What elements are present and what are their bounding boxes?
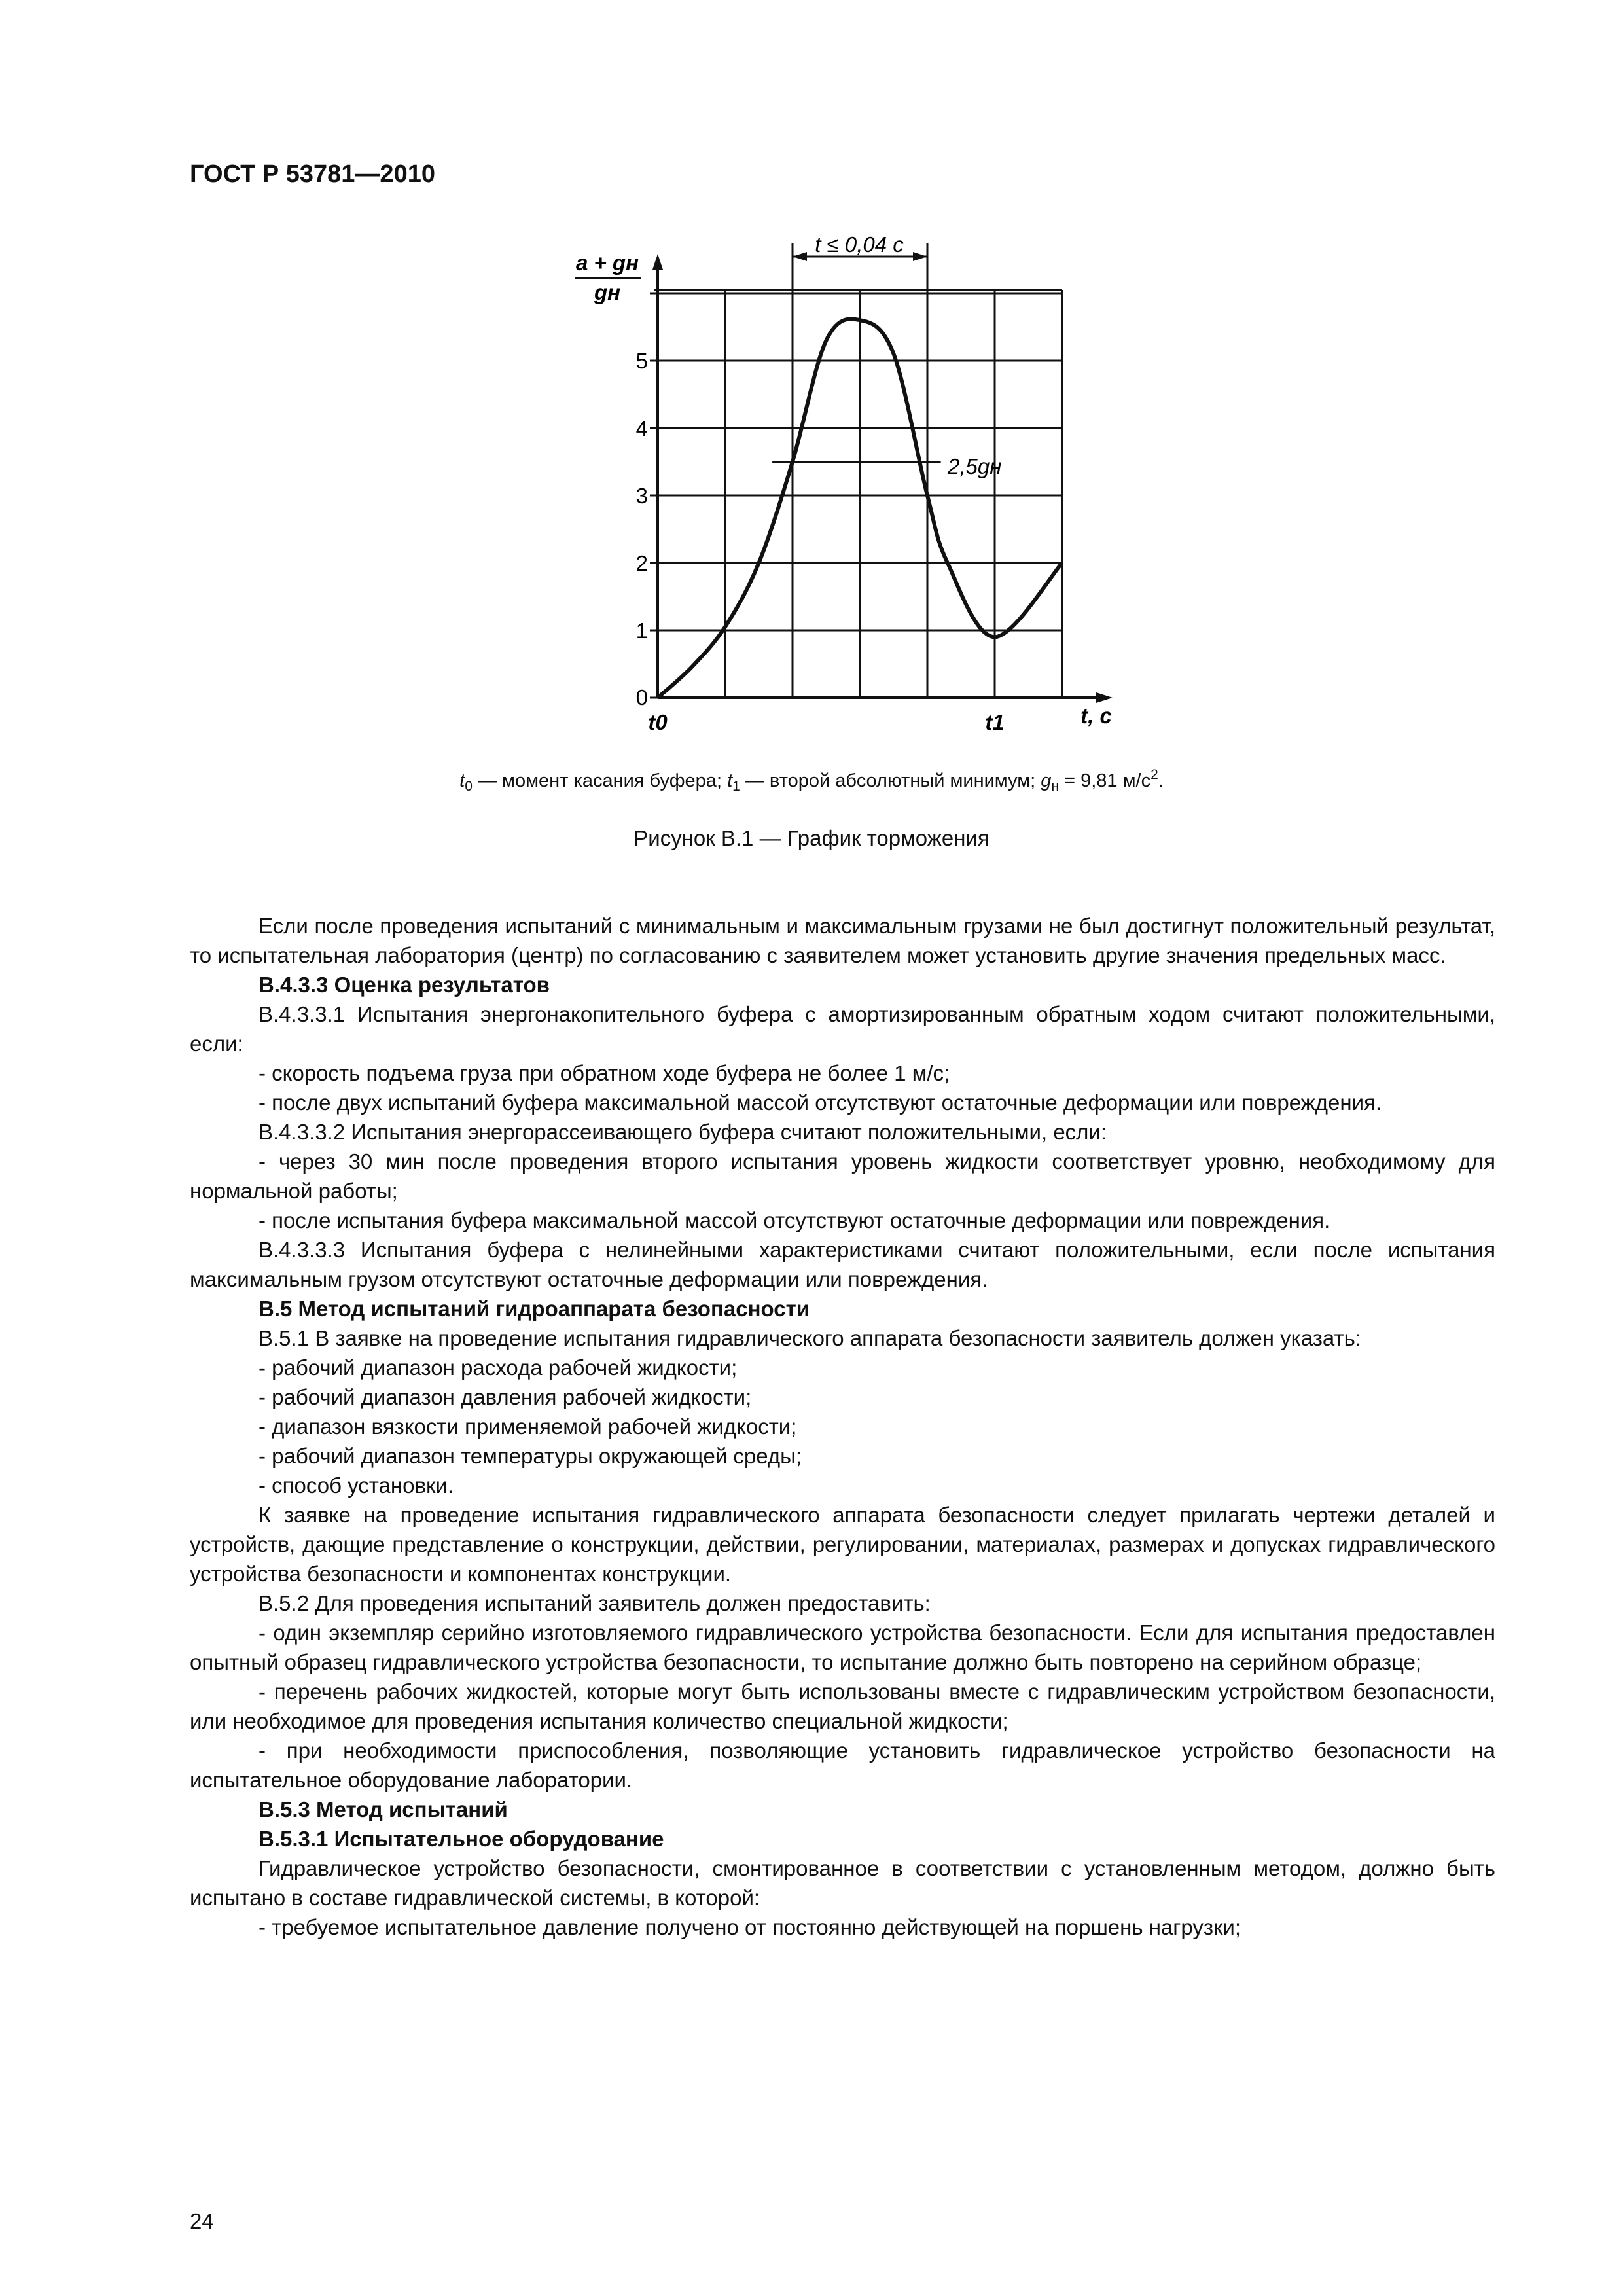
y-tick-label: 3 bbox=[635, 484, 648, 508]
x-axis-arrow-icon bbox=[1096, 692, 1113, 703]
body-text bbox=[190, 911, 1495, 1942]
legend-t0-sub: 0 bbox=[465, 779, 473, 794]
list-item: - скорость подъема груза при обратном ходе буфера не более 1 м/с; bbox=[259, 1061, 950, 1085]
list-item: - через 30 мин после проведения второго испытания уровень жидкости соответствует уровню, необходимому для нормальной работы; bbox=[190, 1149, 1495, 1203]
top-dimension-label: t ≤ 0,04 с bbox=[815, 232, 904, 257]
figure-caption: Рисунок В.1 — График торможения bbox=[633, 826, 990, 850]
x-axis-label: t, с bbox=[1080, 704, 1112, 728]
list-item: - после двух испытаний буфера максимальной массой отсутствуют остаточные деформации или повреждения. bbox=[259, 1090, 1382, 1115]
legend-t0-text: — момент касания буфера; bbox=[472, 770, 728, 791]
figure-legend bbox=[0, 767, 1623, 795]
y-tick-labels bbox=[636, 349, 648, 709]
legend-t1-text: — второй абсолютный минимум; bbox=[740, 770, 1041, 791]
paragraph: В.4.3.3.3 Испытания буфера с нелинейными характеристиками считают положительными, если после испытания максимальным грузом отсутствуют остаточные деформации или повреждения. bbox=[190, 1238, 1495, 1291]
dimension-arrow-left-icon bbox=[793, 252, 807, 261]
list-item: - требуемое испытательное давление получено от постоянно действующей на поршень нагрузки; bbox=[259, 1915, 1241, 1939]
paragraph: В.4.3.3.1 Испытания энергонакопительного буфера с амортизированным обратным ходом считают положительными, если: bbox=[190, 1002, 1495, 1056]
y-tick-label: 4 bbox=[635, 416, 648, 440]
legend-g-end: . bbox=[1158, 770, 1164, 791]
paragraph: Гидравлическое устройство безопасности, смонтированное в соответствии с установленным методом, должно быть испытано в составе гидравлической системы, в которой: bbox=[190, 1856, 1495, 1910]
deceleration-figure bbox=[0, 0, 1623, 864]
section-heading: В.4.3.3 Оценка результатов bbox=[259, 973, 550, 997]
dimension-arrow-right-icon bbox=[913, 252, 927, 261]
section-heading: В.5 Метод испытаний гидроаппарата безопасности bbox=[259, 1297, 810, 1321]
deceleration-chart bbox=[0, 0, 1623, 864]
legend-t1-sub: 1 bbox=[732, 779, 740, 794]
paragraph: В.5.2 Для проведения испытаний заявитель должен предоставить: bbox=[259, 1591, 931, 1615]
legend-g-sup: 2 bbox=[1150, 767, 1158, 782]
document-code-header: ГОСТ Р 53781—2010 bbox=[190, 160, 435, 188]
legend-t1-symbol: t bbox=[727, 770, 733, 791]
paragraph: Если после проведения испытаний с минимальным и максимальным грузами не был достигнут положительный результат, то испытательная лаборатория (центр) по согласованию с заявителем может установить другие значения предельных масс. bbox=[190, 914, 1495, 967]
y-tick-label: 2 bbox=[635, 551, 648, 575]
level-label: 2,5gн bbox=[948, 454, 1002, 478]
list-item: - один экземпляр серийно изготовляемого гидравлического устройства безопасности. Если для испытания предоставлен опытный образец гидравлического устройства безопасности, то испытание должно быть повторено на серийном образце; bbox=[190, 1621, 1495, 1674]
list-item: - рабочий диапазон температуры окружающей среды; bbox=[259, 1444, 802, 1468]
y-axis-arrow-icon bbox=[652, 254, 663, 270]
page-number: 24 bbox=[190, 2209, 214, 2233]
x-label-t0: t0 bbox=[648, 710, 668, 734]
y-tick-label: 1 bbox=[635, 619, 648, 643]
list-item: - после испытания буфера максимальной массой отсутствуют остаточные деформации или повреждения. bbox=[259, 1208, 1330, 1232]
legend-g-text: = 9,81 м/с bbox=[1059, 770, 1151, 791]
list-item: - рабочий диапазон давления рабочей жидкости; bbox=[259, 1385, 752, 1409]
y-tick-label: 0 bbox=[635, 685, 648, 709]
list-item: - перечень рабочих жидкостей, которые могут быть использованы вместе с гидравлическим устройством безопасности, или необходимое для проведения испытания количество специальной жидкости; bbox=[190, 1679, 1495, 1733]
y-tick-label: 5 bbox=[635, 349, 648, 373]
section-heading: В.5.3.1 Испытательное оборудование bbox=[259, 1827, 664, 1851]
list-item: - рабочий диапазон расхода рабочей жидкости; bbox=[259, 1355, 738, 1380]
section-heading: В.5.3 Метод испытаний bbox=[259, 1797, 508, 1821]
y-axis-label-numerator: a + gн bbox=[575, 251, 639, 275]
list-item: - диапазон вязкости применяемой рабочей жидкости; bbox=[259, 1414, 797, 1439]
paragraph: К заявке на проведение испытания гидравлического аппарата безопасности следует прилагать чертежи деталей и устройств, дающие представление о конструкции, действии, регулировании, материалах, размерах и допусках гидравлического устройства безопасности и компонентах конструкции. bbox=[190, 1503, 1495, 1586]
list-item: - способ установки. bbox=[259, 1473, 454, 1498]
list-item: - при необходимости приспособления, позволяющие установить гидравлическое устройство безопасности на испытательное оборудование лаборатории. bbox=[190, 1738, 1495, 1792]
legend-g-symbol: g bbox=[1041, 770, 1052, 791]
y-axis-label-denominator: gн bbox=[594, 280, 621, 304]
legend-t0-symbol: t bbox=[459, 770, 465, 791]
legend-g-sub: н bbox=[1051, 779, 1060, 794]
paragraph: В.5.1 В заявке на проведение испытания гидравлического аппарата безопасности заявитель должен указать: bbox=[259, 1326, 1362, 1350]
paragraph: В.4.3.3.2 Испытания энергорассеивающего буфера считают положительными, если: bbox=[259, 1120, 1107, 1144]
x-label-t1: t1 bbox=[985, 710, 1005, 734]
